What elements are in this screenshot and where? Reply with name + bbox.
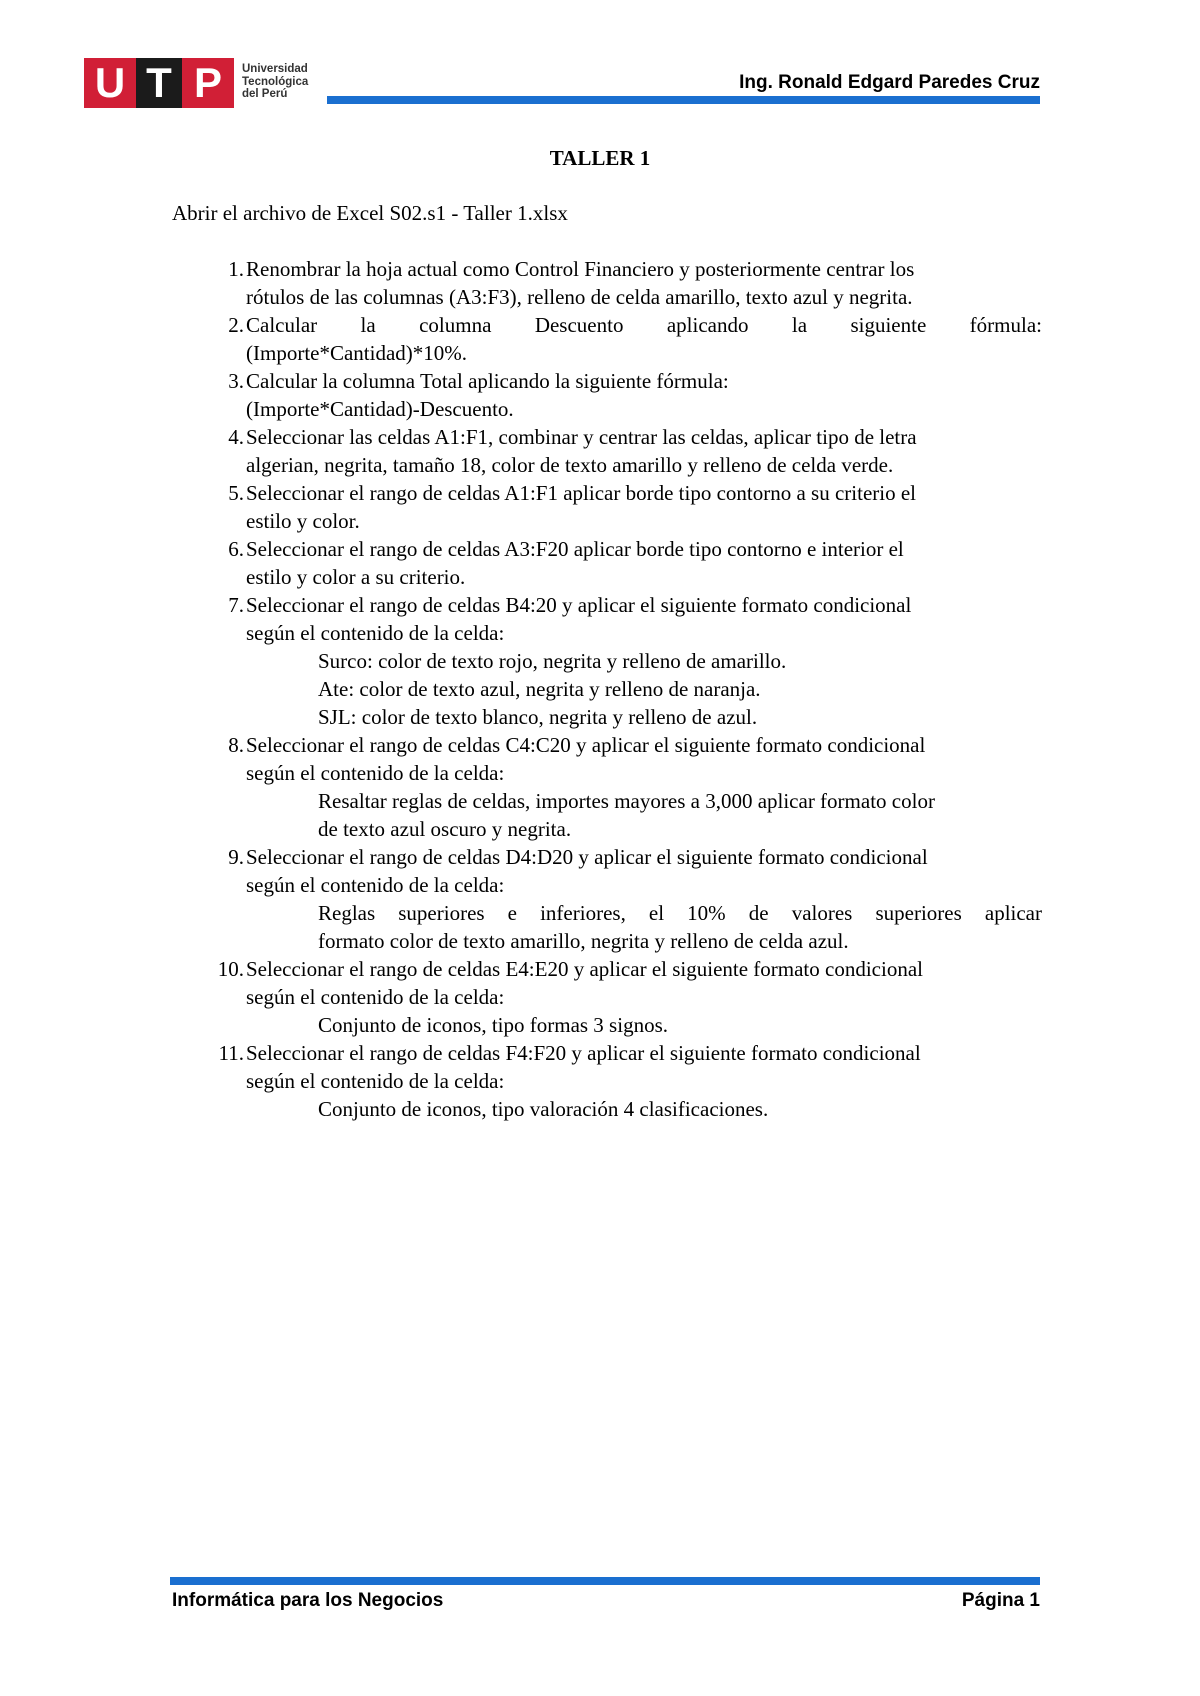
list-item-text: (Importe*Cantidad)*10%. — [246, 341, 468, 365]
list-item — [172, 535, 1042, 591]
list-item-text: Renombrar la hoja actual como Control Financiero y posteriormente centrar los — [246, 257, 915, 281]
logo-caption-line: del Perú — [242, 88, 288, 100]
list-item-text: según el contenido de la celda: — [246, 761, 505, 785]
list-item-subtext: SJL: color de texto blanco, negrita y relleno de azul. — [318, 705, 758, 729]
logo-letter-u: U — [94, 59, 126, 106]
list-item-number: 3. — [228, 369, 244, 393]
footer-divider — [170, 1577, 1040, 1585]
list-item-text: según el contenido de la celda: — [246, 621, 505, 645]
list-item-subtext: de texto azul oscuro y negrita. — [318, 817, 572, 841]
list-item-text: rótulos de las columnas (A3:F3), relleno de celda amarillo, texto azul y negrita. — [246, 285, 913, 309]
list-item-subtext: Surco: color de texto rojo, negrita y relleno de amarillo. — [318, 649, 787, 673]
list-item-text: Seleccionar el rango de celdas E4:E20 y aplicar el siguiente formato condicional — [246, 957, 923, 981]
document-title: TALLER 1 — [549, 146, 651, 170]
list-item-text: Seleccionar el rango de celdas C4:C20 y aplicar el siguiente formato condicional — [246, 733, 926, 757]
list-item-text: Seleccionar el rango de celdas B4:20 y aplicar el siguiente formato condicional — [246, 593, 912, 617]
list-item-text: Seleccionar el rango de celdas F4:F20 y aplicar el siguiente formato condicional — [246, 1041, 921, 1065]
utp-logo — [84, 58, 324, 108]
logo-caption-line: Tecnológica — [242, 75, 309, 88]
list-item-text: estilo y color. — [246, 509, 360, 533]
list-item-number: 11. — [218, 1041, 244, 1065]
list-item — [172, 591, 1042, 731]
list-item-number: 10. — [217, 957, 244, 981]
header-divider — [327, 96, 1040, 104]
page-number: Página 1 — [961, 1590, 1040, 1611]
list-item-text: Seleccionar el rango de celdas A3:F20 aplicar borde tipo contorno e interior el — [246, 537, 904, 561]
list-item-number: 8. — [228, 733, 244, 757]
list-item-number: 7. — [228, 593, 244, 617]
list-item-subtext: Ate: color de texto azul, negrita y relleno de naranja. — [318, 677, 761, 701]
author-name: Ing. Ronald Edgard Paredes Cruz — [739, 72, 1040, 93]
list-item — [172, 255, 1042, 311]
list-item — [172, 955, 1042, 1039]
list-item-subtext: Conjunto de iconos, tipo valoración 4 clasificaciones. — [318, 1097, 769, 1121]
list-item-text: según el contenido de la celda: — [246, 873, 505, 897]
list-item-number: 2. — [228, 313, 244, 337]
list-item-number: 1. — [228, 257, 244, 281]
list-item-number: 5. — [228, 481, 244, 505]
list-item-text: Seleccionar las celdas A1:F1, combinar y centrar las celdas, aplicar tipo de letra — [246, 425, 917, 449]
list-item-subtext: Reglas superiores e inferiores, el 10% de valores superiores aplicar — [318, 901, 1042, 925]
course-name: Informática para los Negocios — [172, 1590, 444, 1611]
list-item-number: 9. — [228, 845, 244, 869]
list-item-text: Calcular la columna Total aplicando la siguiente fórmula: — [246, 369, 729, 393]
list-item-text: algerian, negrita, tamaño 18, color de texto amarillo y relleno de celda verde. — [246, 453, 894, 477]
list-item-text: según el contenido de la celda: — [246, 985, 505, 1009]
list-item-number: 4. — [228, 425, 244, 449]
list-item — [172, 367, 1042, 423]
logo-mark — [84, 58, 234, 108]
list-item — [172, 1039, 1042, 1123]
intro-text: Abrir el archivo de Excel S02.s1 - Taller 1.xlsx — [172, 201, 568, 225]
logo-letter-t: T — [136, 58, 182, 108]
list-item-text: (Importe*Cantidad)-Descuento. — [246, 397, 514, 421]
logo-caption-line: Universidad — [242, 63, 308, 75]
task-list — [172, 255, 1042, 1123]
logo-caption — [242, 63, 308, 101]
list-item-text: según el contenido de la celda: — [246, 1069, 505, 1093]
list-item — [172, 423, 1042, 479]
list-item-number: 6. — [228, 537, 244, 561]
list-item-text: Seleccionar el rango de celdas A1:F1 aplicar borde tipo contorno a su criterio el — [246, 481, 917, 505]
list-item-text: estilo y color a su criterio. — [246, 565, 466, 589]
list-item-subtext: Resaltar reglas de celdas, importes mayores a 3,000 aplicar formato color — [318, 789, 935, 813]
list-item — [172, 843, 1042, 955]
logo-letter-p: P — [193, 59, 222, 106]
list-item-subtext: Conjunto de iconos, tipo formas 3 signos. — [318, 1013, 668, 1037]
list-item-text: Calcular la columna Descuento aplicando la siguiente fórmula: — [246, 313, 1042, 337]
list-item — [172, 479, 1042, 535]
list-item-text: Seleccionar el rango de celdas D4:D20 y aplicar el siguiente formato condicional — [246, 845, 928, 869]
list-item-subtext: formato color de texto amarillo, negrita y relleno de celda azul. — [318, 929, 849, 953]
list-item — [172, 731, 1042, 843]
list-item — [172, 311, 1042, 367]
